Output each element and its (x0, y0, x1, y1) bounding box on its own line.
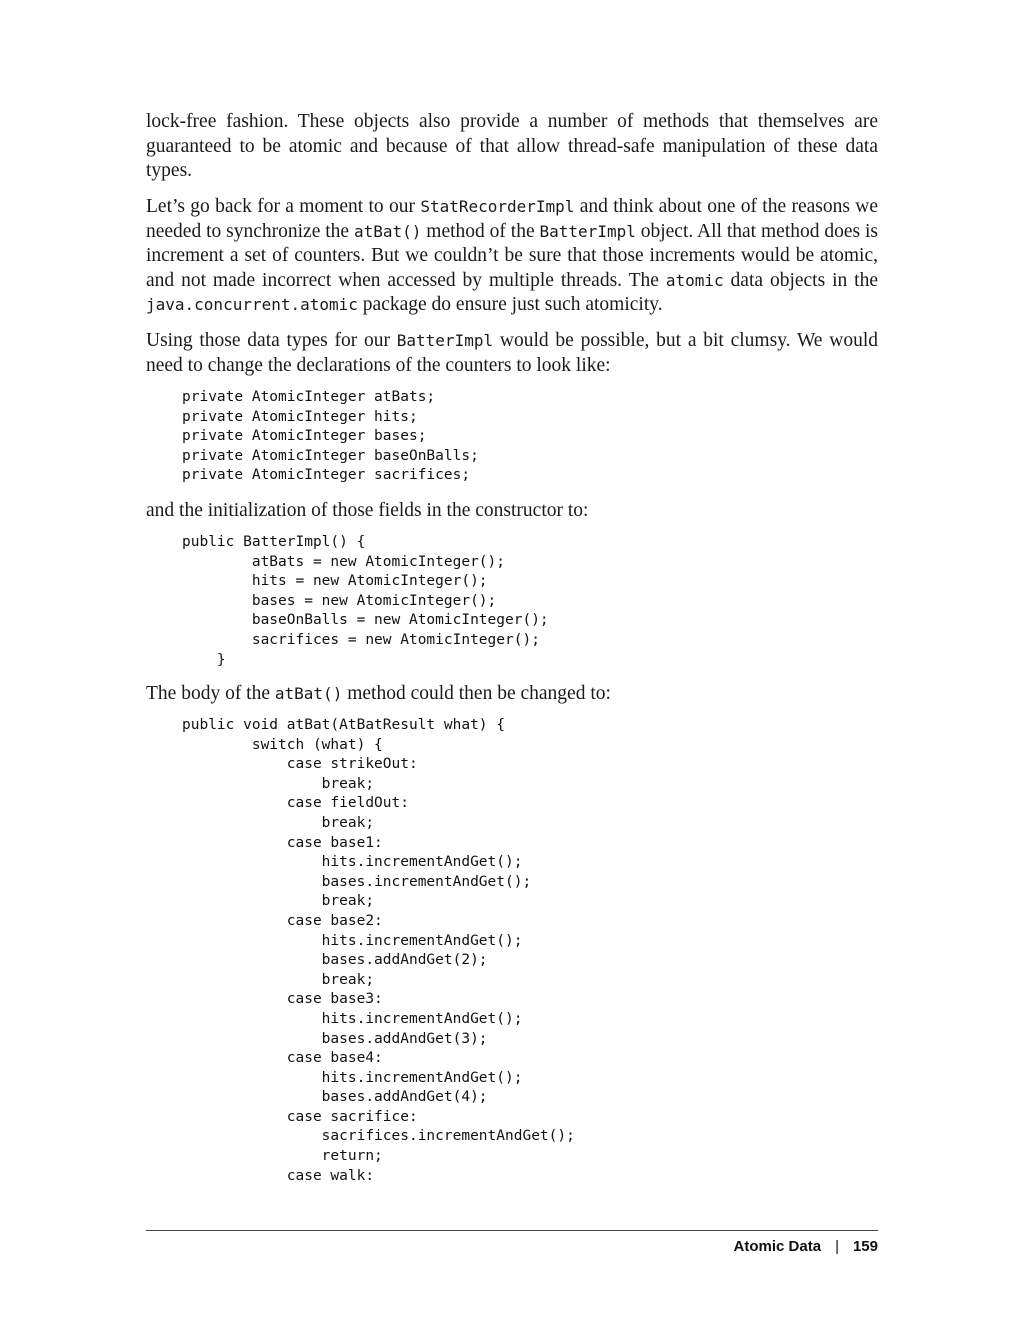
text-run: The body of the (146, 683, 275, 704)
inline-code: atomic (665, 270, 724, 290)
text-run: method of the (421, 220, 540, 242)
text-run: Let’s go back for a moment to our (146, 196, 421, 217)
text-run: method could then be changed to: (342, 683, 611, 704)
inline-code: BatterImpl (539, 221, 636, 241)
footer-rule (146, 1230, 878, 1231)
inline-code: BatterImpl (396, 331, 494, 350)
paragraph-statrecorder (146, 195, 878, 318)
text-run: data objects in the (723, 269, 879, 291)
footer-separator: | (835, 1238, 839, 1255)
paragraph-atbat-body (146, 682, 878, 707)
section-title: Atomic Data (733, 1238, 822, 1255)
paragraph-data-types (146, 329, 878, 378)
text-run: package do ensure just such atomicity. (357, 294, 663, 315)
page-footer (734, 1238, 878, 1255)
code-block-declarations: private AtomicInteger atBats; private AtomicInteger hits; private AtomicInteger bases; private AtomicInteger baseOnBalls; private AtomicInteger sacrifices; (182, 389, 479, 484)
page-number: 159 (852, 1238, 878, 1255)
inline-code: atBat() (274, 684, 343, 703)
text-run: and think about one of the reasons we needed to synchronize the (146, 196, 878, 242)
text-run: Using those data types for our (146, 330, 397, 351)
inline-code: atBat() (353, 221, 422, 241)
text-run: would be possible, but a bit clumsy. We would need to change the declarations of the counters to look like: (146, 330, 878, 376)
inline-code: StatRecorderImpl (420, 197, 575, 216)
inline-code: java.concurrent.atomic (146, 295, 358, 314)
paragraph-lock-free: lock-free fashion. These objects also provide a number of methods that themselves are guaranteed to be atomic and because of that allow thread-safe manipulation of these data types. (146, 111, 878, 181)
paragraph-initialization: and the initialization of those fields in the constructor to: (146, 500, 589, 521)
code-block-atbat-method: public void atBat(AtBatResult what) { switch (what) { case strikeOut: break; case fieldOut: break; case base1: hits.incrementAndGet(); bases.incrementAndGet(); break; case base2: hits.incrementAndGet(); bases.addAndGet(2); break; case base3: hits.incrementAndGet(); bases.addAndGet(3); case base4: hits.incrementAndGet(); bases.addAndGet(4); case sacrifice: sacrifices.incrementAndGet(); return; case walk: (182, 717, 575, 1184)
text-run: object. All that method does is increment a set of counters. But we couldn’t be sure that those increments would be atomic, and not made incorrect when accessed by multiple threads. The (146, 220, 879, 291)
code-block-constructor: public BatterImpl() { atBats = new AtomicInteger(); hits = new AtomicInteger(); bases = new AtomicInteger(); baseOnBalls = new AtomicInteger(); sacrifices = new AtomicInteger(); } (182, 534, 549, 668)
